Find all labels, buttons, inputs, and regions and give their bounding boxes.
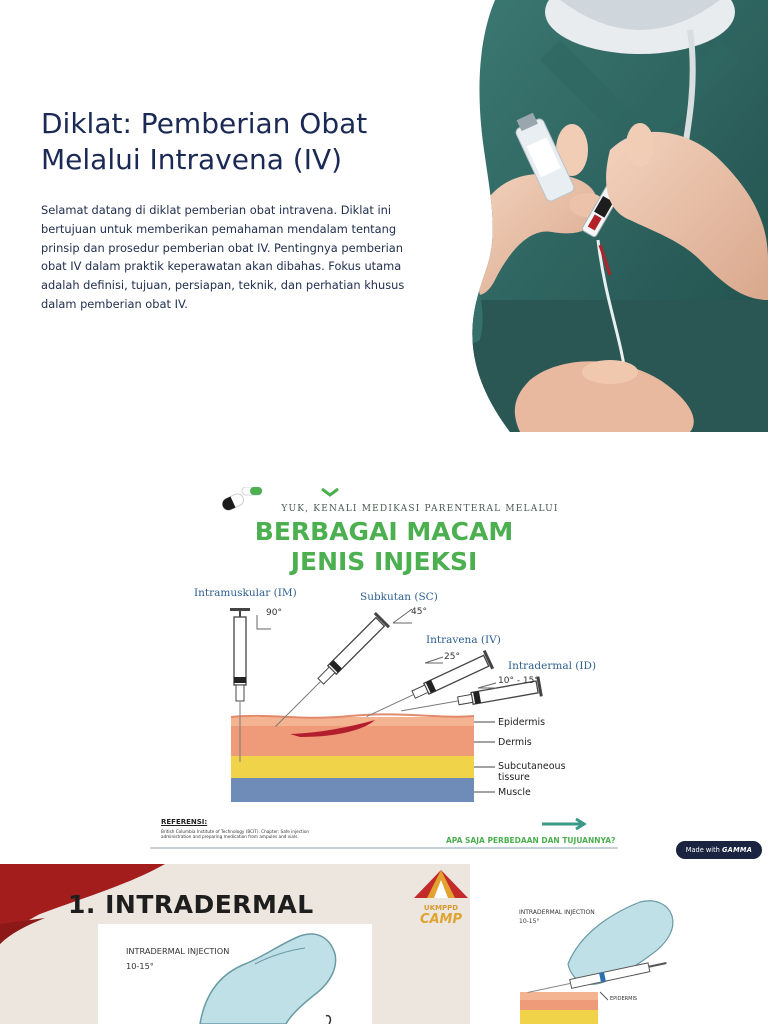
angle-im: 90°	[266, 608, 282, 618]
angle-iv: 25°	[444, 652, 460, 662]
logo-text-bottom: CAMP	[419, 912, 463, 927]
infographic-title-line1: BERBAGAI MACAM	[254, 517, 514, 546]
badge-prefix: Made with	[685, 846, 720, 854]
checkmark-icon	[322, 489, 338, 495]
infographic-title-line2: JENIS INJEKSI	[290, 547, 478, 576]
angle-sc: 45°	[411, 607, 427, 617]
layer-label-subcutaneous: Subcutaneous tissure	[498, 761, 566, 783]
intro-paragraph: Selamat datang di diklat pemberian obat intravena. Diklat ini bertujuan untuk memberikan pemahaman mendalam tentang prinsip dan prosedur pemberian obat IV. Pentingnya pemberian obat IV dalam praktik keperawatan akan dibahas. Fokus utama adalah definisi, tujuan, persiapan, teknik, dan perhatian khusus dalam pemberian obat IV.	[41, 203, 405, 311]
infographic-title	[210, 517, 558, 577]
label-intramuskular: Intramuskular (IM)	[194, 587, 297, 599]
injection-types-infographic	[150, 487, 618, 849]
card-label-line1: INTRADERMAL INJECTION	[126, 946, 230, 956]
intradermal-illustration	[0, 864, 768, 1024]
label-intravena: Intravena (IV)	[426, 634, 501, 646]
reference-text: British Columbia Institute of Technology (BCIT). Chapter: Safe injection administration and preparing medication from ampules and vials.	[161, 829, 310, 839]
made-with-gamma-badge[interactable]	[676, 841, 762, 859]
side-label-line1: INTRADERMAL INJECTION	[519, 909, 595, 916]
infographic-subtitle: YUK, KENALI MEDIKASI PARENTERAL MELALUI	[281, 504, 559, 514]
layer-epidermis	[231, 717, 474, 726]
logo-text-top: UKMPPD	[423, 904, 459, 912]
page-title: Diklat: Pemberian Obat Melalui Intravena (IV)	[41, 107, 368, 176]
intradermal-title: 1. INTRADERMAL	[68, 890, 314, 919]
intradermal-slide	[0, 864, 768, 1024]
hero-slide	[0, 0, 768, 432]
layer-muscle	[231, 778, 474, 802]
layer-subcutaneous	[231, 756, 474, 778]
next-question-link[interactable]: APA SAJA PERBEDAAN DAN TUJUANNYA?	[446, 836, 616, 845]
reference-heading: REFERENSI:	[161, 818, 208, 826]
side-label-line2: 10-15°	[519, 918, 540, 925]
badge-brand: GAMMA	[721, 846, 753, 854]
angle-id: 10° - 15°	[498, 676, 539, 686]
label-subkutan: Subkutan (SC)	[360, 591, 438, 603]
side-layer-label: EPIDERMIS	[610, 996, 638, 1002]
layer-label-muscle: Muscle	[498, 787, 531, 798]
label-intradermal: Intradermal (ID)	[508, 660, 597, 672]
card-label-line2: 10-15°	[126, 961, 154, 971]
next-arrow-icon	[542, 819, 584, 829]
layer-label-dermis: Dermis	[498, 737, 532, 748]
layer-label-epidermis: Epidermis	[498, 717, 546, 728]
